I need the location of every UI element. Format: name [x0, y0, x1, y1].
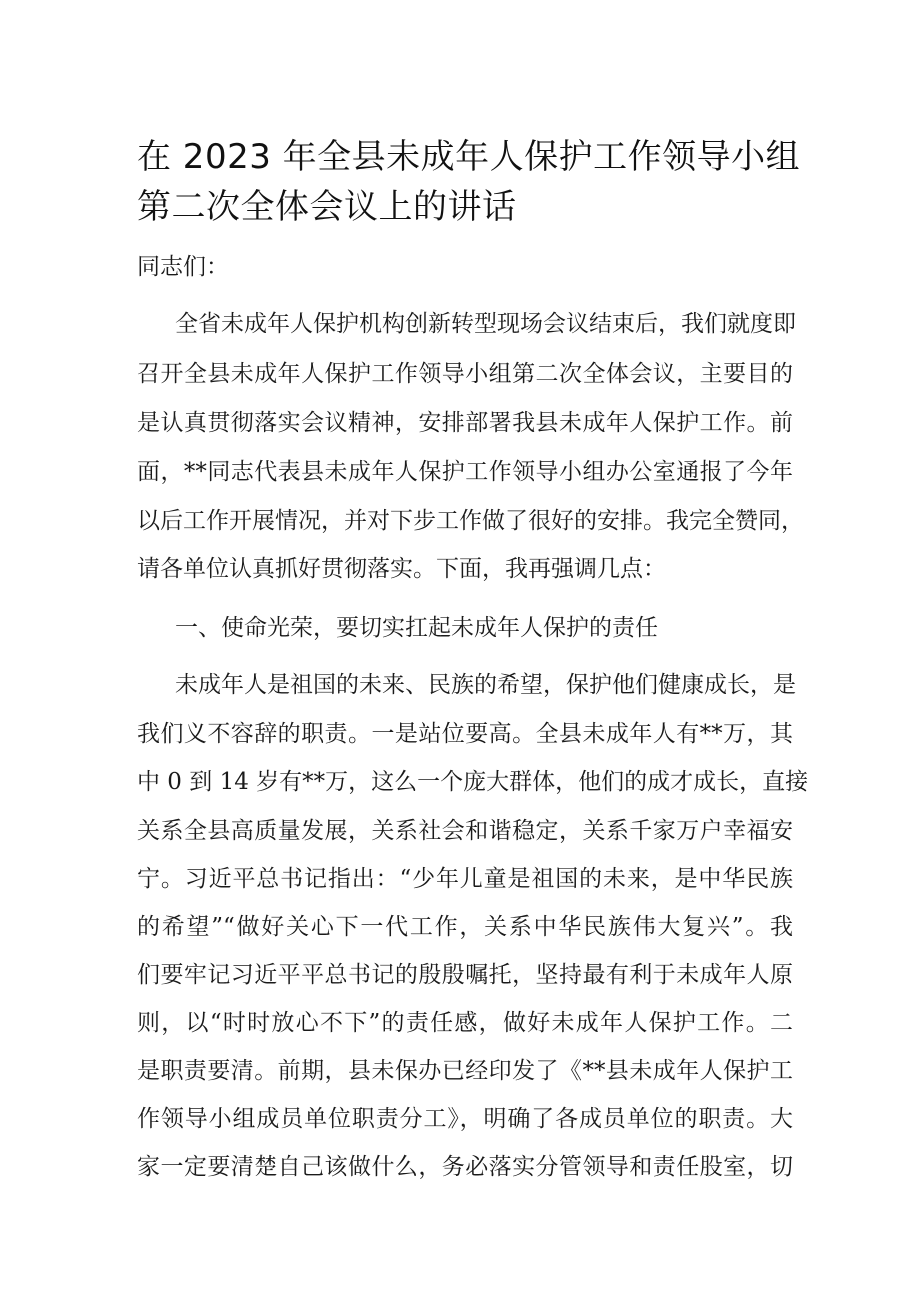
paragraph-2-line: 宁。习近平总书记指出：“少年儿童是祖国的未来，是中华民族: [137, 866, 793, 892]
paragraph-2-line: 未成年人是祖国的未来、民族的希望，保护他们健康成长，是: [175, 672, 796, 698]
section-heading-1: 一、使命光荣，要切实扛起未成年人保护的责任: [175, 615, 658, 641]
paragraph-2-line: 是职责要清。前期，县未保办已经印发了《**县未成年人保护工: [137, 1058, 793, 1084]
paragraph-1-line: 以后工作开展情况，并对下步工作做了很好的安排。我完全赞同，: [137, 508, 804, 534]
paragraph-2-line: 关系全县高质量发展，关系社会和谐稳定，关系千家万户幸福安: [137, 818, 793, 844]
paragraph-2-line: 的希望”“做好关心下一代工作，关系中华民族伟大复兴”。我: [137, 914, 793, 940]
paragraph-1-line: 全省未成年人保护机构创新转型现场会议结束后，我们就度即: [175, 311, 796, 337]
paragraph-1-line: 面，**同志代表县未成年人保护工作领导小组办公室通报了今年: [137, 459, 793, 485]
paragraph-2-line: 中 0 到 14 岁有**万，这么一个庞大群体，他们的成才成长，直接: [137, 769, 809, 795]
paragraph-2-line: 作领导小组成员单位职责分工》，明确了各成员单位的职责。大: [137, 1106, 793, 1132]
paragraph-1-line: 召开全县未成年人保护工作领导小组第二次全体会议，主要目的: [137, 361, 793, 387]
document-title-line-2: 第二次全体会议上的讲话: [137, 187, 517, 227]
salutation: 同志们：: [137, 254, 229, 280]
paragraph-2-line: 们要牢记习近平平总书记的殷殷嘱托，坚持最有利于未成年人原: [137, 962, 793, 988]
paragraph-2-line: 我们义不容辞的职责。一是站位要高。全县未成年人有**万，其: [137, 721, 793, 747]
document-title-line-1: 在 2023 年全县未成年人保护工作领导小组: [137, 137, 801, 177]
paragraph-2-line: 家一定要清楚自己该做什么，务必落实分管领导和责任股室，切: [137, 1154, 793, 1180]
paragraph-1-line: 请各单位认真抓好贯彻落实。下面，我再强调几点：: [137, 556, 666, 582]
paragraph-2-line: 则，以“时时放心不下”的责任感，做好未成年人保护工作。二: [137, 1010, 793, 1036]
paragraph-1-line: 是认真贯彻落实会议精神，安排部署我县未成年人保护工作。前: [137, 410, 793, 436]
